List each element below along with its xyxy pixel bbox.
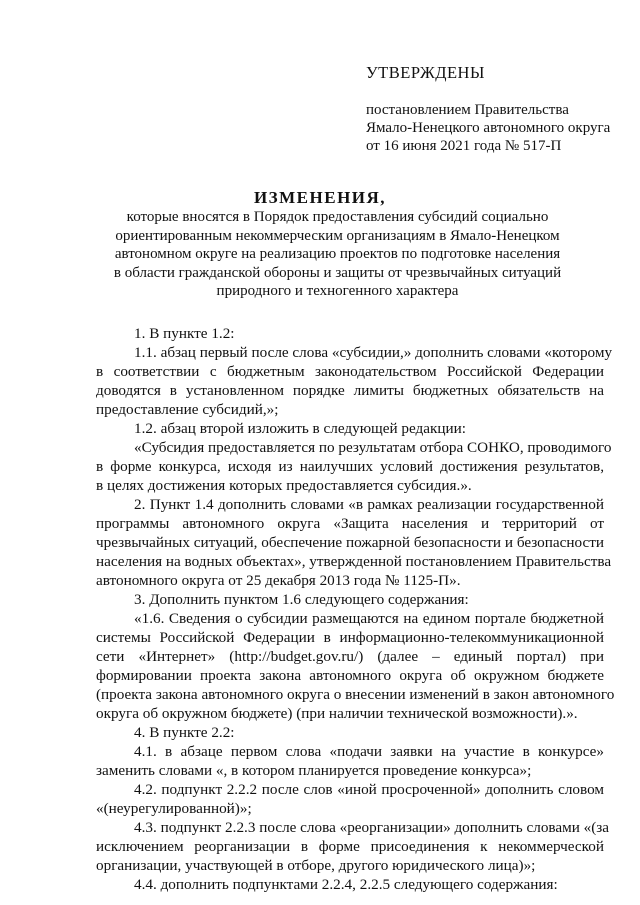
body-line: 4.4. дополнить подпунктами 2.2.4, 2.2.5 следующего содержания: (134, 876, 558, 893)
body-line: программы автономного округа «Защита населения и территорий от (96, 515, 604, 532)
approval-block (366, 64, 485, 83)
document-subtitle (110, 208, 565, 301)
body-line: 4.1. в абзаце первом слова «подачи заявки на участие в конкурсе» (134, 743, 604, 760)
body-line: (проекта закона автономного округа о внесении изменений в закон автономного (96, 686, 615, 703)
body-line: в форме конкурса, исходя из наилучших условий достижения результатов, (96, 458, 604, 475)
body-line: в целях достижения которых предоставляется субсидия.». (96, 477, 472, 494)
body-line: заменить словами «, в котором планируется проведение конкурса»; (96, 762, 532, 779)
body-line: автономного округа от 25 декабря 2013 года № 1125-П». (96, 572, 461, 589)
body-line: в соответствии с бюджетным законодательством Российской Федерации (96, 363, 604, 380)
body-line: сети «Интернет» (http://budget.gov.ru/) (далее – единый портал) при (96, 648, 604, 665)
approval-line: от 16 июня 2021 года № 517-П (366, 138, 562, 154)
document-title: ИЗМЕНЕНИЯ, (253, 188, 387, 207)
approval-line: постановлением Правительства (366, 102, 569, 118)
body-line: организации, участвующей в отборе, другого юридического лица)»; (96, 857, 536, 874)
body-line: 4.3. подпункт 2.2.3 после слова «реорганизации» дополнить словами «(за (134, 819, 610, 836)
body-line: формировании проекта закона автономного округа об окружном бюджете (96, 667, 604, 684)
body-line: округа об окружном бюджете) (при наличии технической возможности).». (96, 705, 578, 722)
body-line: «1.6. Сведения о субсидии размещаются на едином портале бюджетной (134, 610, 604, 627)
body-line: доводятся в установленном порядке лимиты бюджетных обязательств на (96, 382, 604, 399)
body-line: 1. В пункте 1.2: (134, 325, 235, 342)
body-line: 4.2. подпункт 2.2.2 после слов «иной просроченной» дополнить словом (134, 781, 604, 798)
body-line: исключением реорганизации в форме присоединения к некоммерческой (96, 838, 604, 855)
subtitle-line: природного и техногенного характера (216, 283, 459, 299)
subtitle-line: автономном округе на реализацию проектов по подготовке населения (114, 246, 561, 262)
body-line: 1.2. абзац второй изложить в следующей редакции: (134, 420, 466, 437)
body-line: системы Российской Федерации в информационно-телекоммуникационной (96, 629, 604, 646)
body-line: 4. В пункте 2.2: (134, 724, 235, 741)
body-line: предоставление субсидий,»; (96, 401, 279, 418)
body-line: 1.1. абзац первый после слова «субсидии,» дополнить словами «которому (134, 344, 613, 361)
body-line: 2. Пункт 1.4 дополнить словами «в рамках реализации государственной (134, 496, 604, 513)
body-line: 3. Дополнить пунктом 1.6 следующего содержания: (134, 591, 469, 608)
body-line: «Субсидия предоставляется по результатам отбора СОНКО, проводимого (134, 439, 612, 456)
body-line: населения на водных объектах», утвержденной постановлением Правительства (96, 553, 612, 570)
body-line: «(неурегулированной)»; (96, 800, 252, 817)
body-line: чрезвычайных ситуаций, обеспечение пожарной безопасности и безопасности (96, 534, 604, 551)
subtitle-line: которые вносятся в Порядок предоставления субсидий социально (126, 209, 549, 225)
subtitle-line: ориентированным некоммерческим организациям в Ямало-Ненецком (115, 227, 560, 244)
subtitle-line: в области гражданской обороны и защиты от чрезвычайных ситуаций (113, 264, 562, 281)
approval-line: Ямало-Ненецкого автономного округа (366, 120, 611, 136)
approval-heading: УТВЕРЖДЕНЫ (366, 63, 485, 82)
